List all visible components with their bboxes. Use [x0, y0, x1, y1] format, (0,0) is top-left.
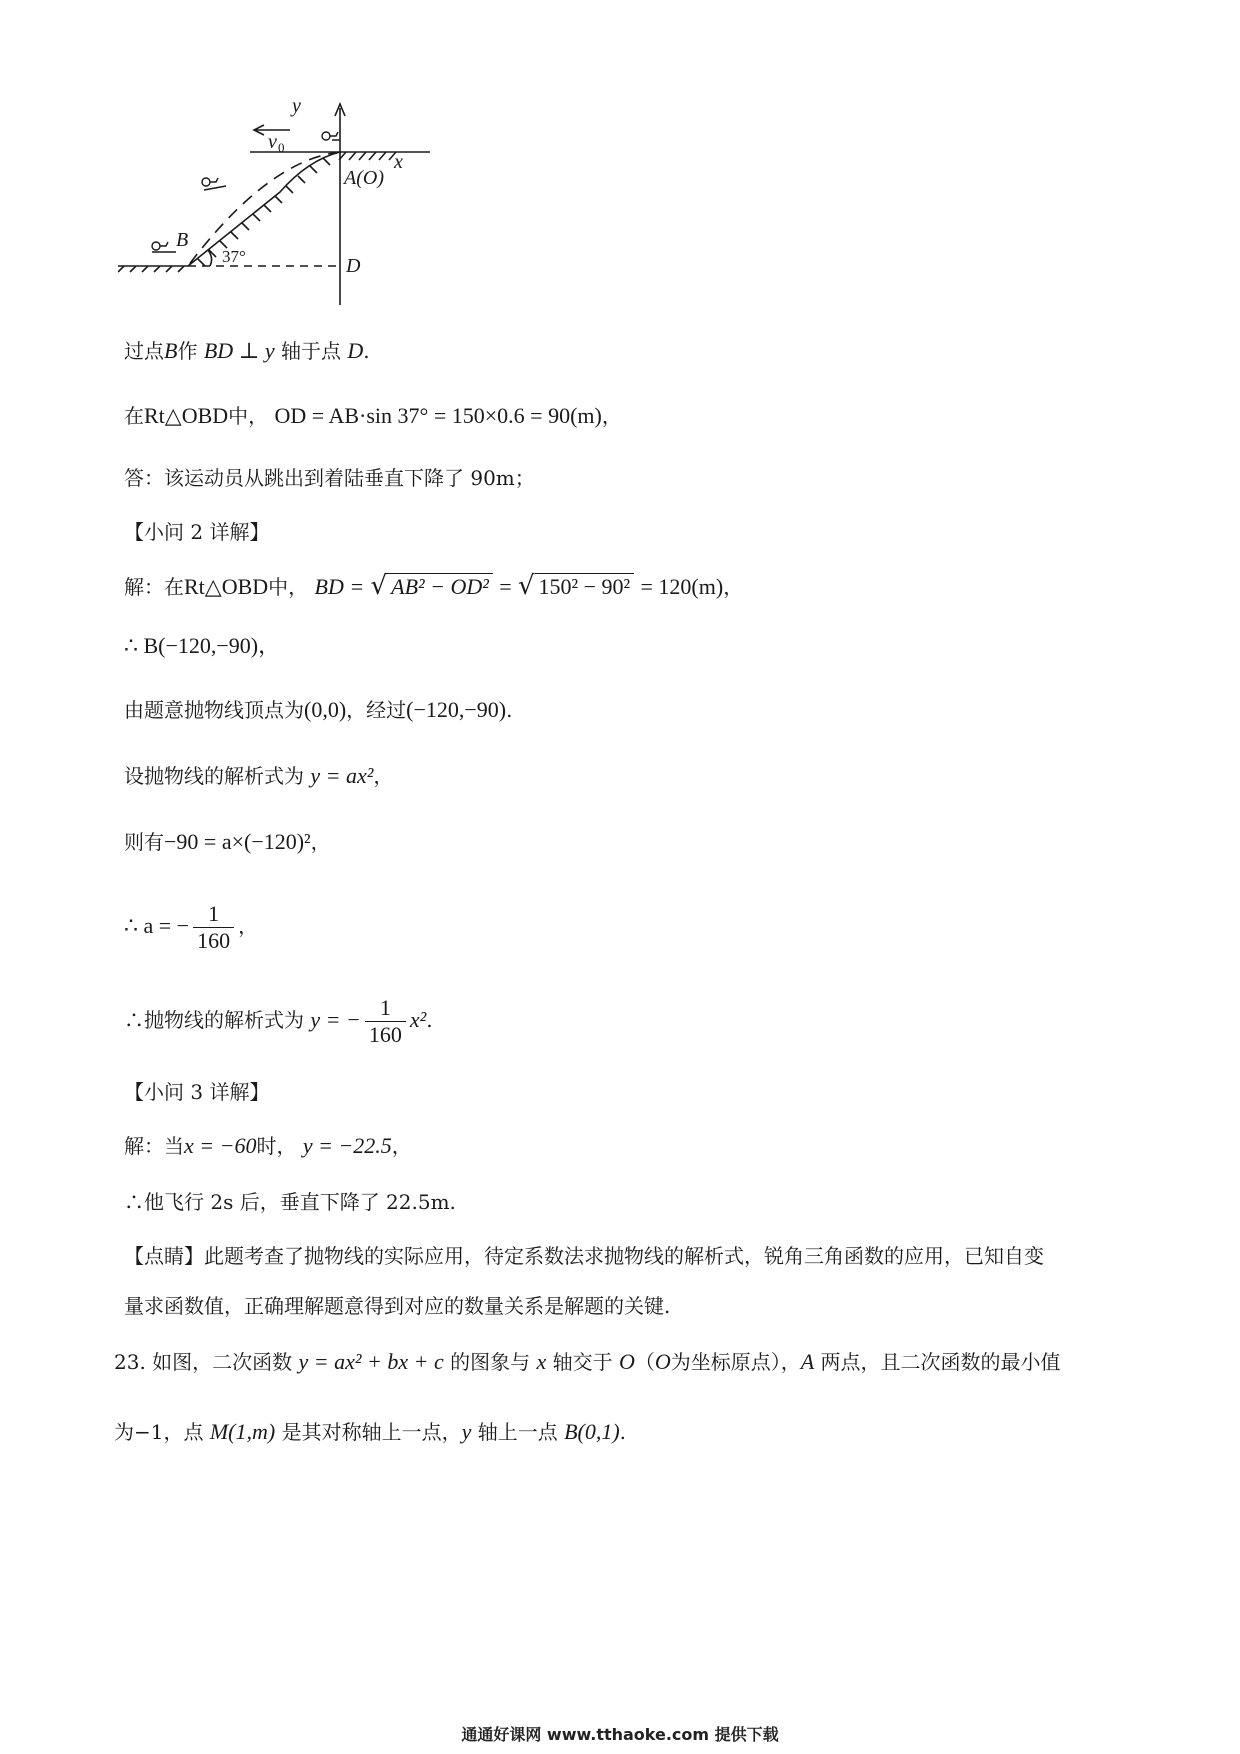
text: 两点，且二次函数的最小值	[820, 1350, 1061, 1374]
line-4	[124, 570, 743, 603]
label-B: B	[176, 229, 189, 251]
math: AB² − OD²	[387, 573, 493, 600]
label-x: x	[394, 151, 403, 173]
text: 的图象与	[450, 1350, 531, 1374]
math: BD =	[314, 574, 365, 599]
math: O	[654, 1349, 671, 1374]
skier-icon-middle	[202, 178, 226, 190]
text: 23. 如图，二次函数	[114, 1350, 293, 1374]
label-y: y	[292, 100, 301, 117]
line-10	[124, 990, 433, 1050]
text: 轴交于	[552, 1350, 613, 1374]
slope-line	[188, 152, 340, 266]
text: 作	[177, 339, 198, 363]
math: 150² − 90²	[535, 573, 635, 600]
text: .	[426, 1008, 433, 1032]
math: B(0,1)	[564, 1419, 620, 1444]
text: ，	[391, 1134, 412, 1158]
math: B	[164, 338, 178, 363]
question-23-line-1	[114, 1346, 1061, 1378]
label-D: D	[346, 255, 361, 277]
text: 中，	[228, 404, 269, 428]
text: .	[363, 339, 370, 363]
text: 为坐标原点），	[670, 1350, 801, 1374]
line-1	[124, 335, 370, 367]
sqrt-icon: √	[517, 571, 535, 601]
line-2	[124, 400, 622, 432]
text: 设抛物线的解析式为	[124, 764, 304, 788]
math: y = ax²	[310, 763, 374, 788]
math: x	[536, 1349, 547, 1374]
line-5: ∴ B(−120,−90)，	[124, 633, 281, 658]
math: −90 = a×(−120)²	[164, 829, 311, 854]
text: 在	[124, 404, 144, 428]
skier-icon-top	[322, 132, 340, 140]
text: 轴上一点	[477, 1420, 558, 1444]
remark-line-2: 量求函数值，正确理解题意得到对应的数量关系是解题的关键.	[124, 1294, 671, 1318]
section-heading-3: 【小问 3 详解】	[124, 1080, 270, 1104]
math: y = −	[310, 1007, 361, 1032]
math: y = ax² + bx + c	[298, 1349, 444, 1374]
label-v0: v	[268, 131, 277, 153]
text: ，	[373, 764, 394, 788]
denominator: 160	[365, 1021, 406, 1048]
text: ，	[310, 830, 331, 854]
question-23-line-2	[114, 1416, 626, 1448]
denominator: 160	[193, 927, 234, 954]
numerator: 1	[208, 901, 220, 926]
text: ，经过	[346, 698, 407, 722]
text: .	[619, 1420, 627, 1444]
fraction	[365, 995, 406, 1048]
math: x²	[409, 1007, 427, 1032]
label-angle: 37°	[222, 247, 246, 266]
label-v0-sub: 0	[278, 140, 285, 155]
math: y	[461, 1419, 472, 1444]
text: 解：在	[124, 575, 184, 599]
text: （	[634, 1350, 655, 1374]
line-8	[124, 826, 331, 858]
numerator: 1	[379, 995, 391, 1020]
math: D	[347, 338, 364, 363]
line-3: 答：该运动员从跳出到着陆垂直下降了 90m；	[124, 466, 535, 490]
text: ∴抛物线的解析式为	[124, 1008, 304, 1032]
sqrt-icon: √	[370, 571, 388, 601]
line-11	[124, 1130, 412, 1162]
text: 是其对称轴上一点，	[281, 1420, 462, 1444]
ski-jump-figure	[118, 100, 458, 315]
math: (0,0)	[304, 697, 347, 722]
text: ，	[238, 914, 259, 938]
math: (−120,−90)	[406, 697, 507, 722]
line-9	[124, 896, 258, 956]
math: = 120(m)	[640, 574, 724, 599]
fraction	[193, 901, 234, 954]
text: 则有	[124, 830, 164, 854]
line-7	[124, 760, 393, 792]
text: 由题意抛物线顶点为	[124, 698, 304, 722]
math: A	[800, 1349, 815, 1374]
remark-line-1: 【点睛】此题考查了抛物线的实际应用，待定系数法求抛物线的解析式，锐角三角函数的应用，已知自变	[124, 1244, 1044, 1268]
text: ，	[723, 575, 744, 599]
math: O	[618, 1349, 635, 1374]
math: Rt△OBD	[184, 574, 269, 599]
math: y = −22.5	[302, 1133, 392, 1158]
math: M(1,m)	[209, 1419, 276, 1444]
text: 中，	[268, 575, 309, 599]
trajectory-dashed	[188, 152, 340, 266]
text: 为−1，点	[114, 1420, 204, 1444]
text: 轴于点	[280, 339, 341, 363]
skier-icon-bottom	[152, 242, 176, 252]
text: 解：当	[124, 1134, 184, 1158]
math: ∴ a = −	[124, 913, 190, 938]
text: 时，	[256, 1134, 297, 1158]
page-footer: 通通好课网 www.tthaoke.com 提供下载	[461, 1725, 779, 1744]
line-6	[124, 694, 512, 726]
section-heading-2: 【小问 2 详解】	[124, 520, 270, 544]
text: ，	[601, 404, 622, 428]
label-A: A(O)	[344, 167, 384, 189]
text: 过点	[124, 339, 164, 363]
math: Rt△OBD	[144, 403, 229, 428]
math: BD ⊥ y	[203, 338, 275, 363]
math: OD = AB·sin 37° = 150×0.6 = 90(m)	[274, 403, 602, 428]
line-12: ∴他飞行 2s 后，垂直下降了 22.5m.	[124, 1190, 456, 1214]
math: =	[499, 574, 512, 599]
text: .	[506, 698, 513, 722]
math: x = −60	[184, 1133, 257, 1158]
